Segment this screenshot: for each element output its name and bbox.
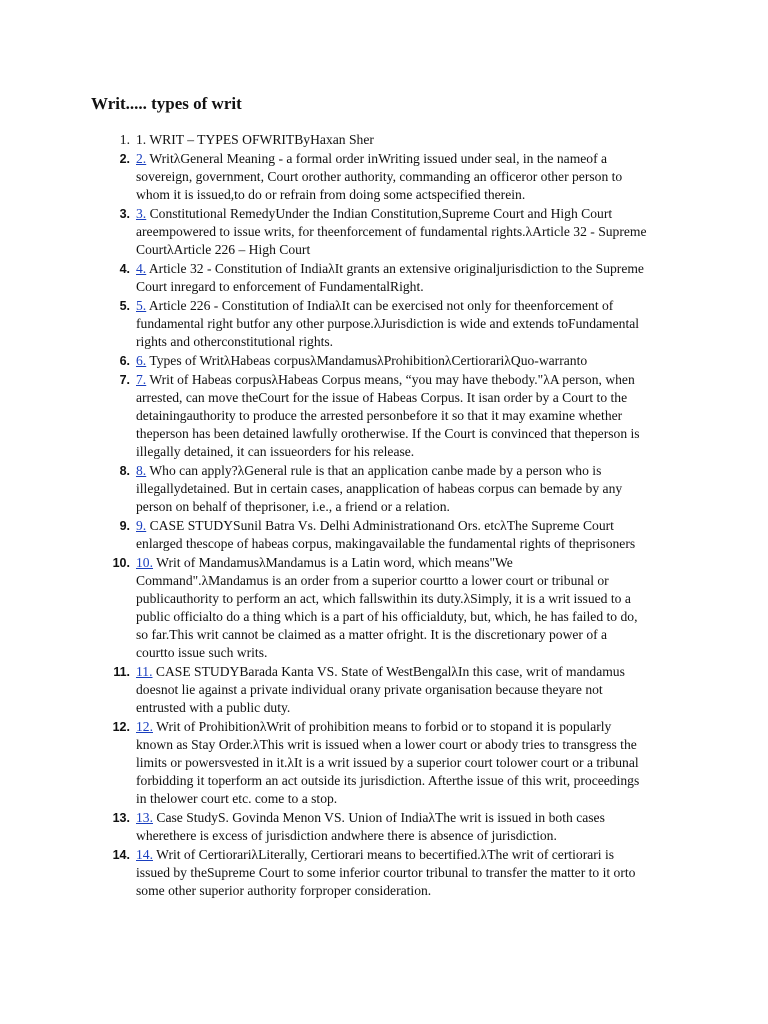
slide-link[interactable]: 13. <box>136 810 153 825</box>
list-item <box>0 663 648 717</box>
slide-link[interactable]: 14. <box>136 847 153 862</box>
slide-link[interactable]: 2. <box>136 151 147 166</box>
slide-link[interactable]: 5. <box>136 298 147 313</box>
list-item-text: Writ of ProhibitionλWrit of prohibition means to forbid or to stopand it is popularly known as Stay Order.λThis writ is issued when a lower court or abody tries to transgress the limits or powersvested in it.λIt is a writ issued by a superior court tolower court or a tribunal forbidding it toperform an act outside its jurisdiction. Afterthe issue of this writ, proceedings in thelower court etc. come to a stop. <box>136 719 640 806</box>
list-item-number: 10. <box>112 556 130 570</box>
list-item-text: Writ of Habeas corpusλHabeas Corpus means, “you may have thebody."λA person, when arrested, can move theCourt for the issue of Habeas Corpus. It isan order by a Court to the detainingauthority to produce the arrested personbefore it so that it may examine whether theperson has been detained lawfully orotherwise. If the Court is convinced that theperson is illegally detained, it can issueorders for his release. <box>136 372 640 459</box>
list-item-number: 13. <box>112 811 130 825</box>
slide-link[interactable]: 7. <box>136 372 147 387</box>
list-item <box>0 809 648 845</box>
list-item <box>0 352 648 370</box>
list-item-number: 12. <box>112 720 130 734</box>
list-item-text: Who can apply?λGeneral rule is that an application canbe made by a person who is illegallydetained. But in certain cases, anapplication of habeas corpus can bemade by any person on behalf of theprisoner, i.e., a friend or a relation. <box>136 463 623 514</box>
list-item-text: Case StudyS. Govinda Menon VS. Union of IndiaλThe writ is issued in both cases wherethere is excess of jurisdiction andwhere there is absence of jurisdiction. <box>136 810 605 843</box>
list-item <box>0 260 648 296</box>
list-item-text: Article 32 - Constitution of IndiaλIt grants an extensive originaljurisdiction to the Supreme Court inregard to enforcement of FundamentalRight. <box>136 261 644 294</box>
list-item <box>0 205 648 259</box>
slide-link[interactable]: 6. <box>136 353 147 368</box>
list-item-number: 3. <box>119 207 130 221</box>
list-item-text: CASE STUDYSunil Batra Vs. Delhi Administrationand Ors. etcλThe Supreme Court enlarged thescope of habeas corpus, makingavailable the fundamental rights of theprisoners <box>136 518 636 551</box>
list-item-number: 5. <box>119 299 130 313</box>
document-title: Writ..... types of writ <box>91 94 242 113</box>
list-item-text: Writ of MandamusλMandamus is a Latin word, which means"We Command".λMandamus is an order from a superior courtto a lower court or tribunal or publicauthority to perform an act, which fallswithin its duty.λSimply, it is a writ issued to a public officialto do a thing which is a part of his officialduty, but, which, he has failed to do, so far.This writ cannot be claimed as a matter ofright. It is the discretionary power of a courtto issue such writs. <box>136 555 638 660</box>
list-item <box>0 297 648 351</box>
slide-link[interactable]: 12. <box>136 719 153 734</box>
list-item-number: 6. <box>119 354 130 368</box>
list-item-number: 7. <box>119 373 130 387</box>
list-item <box>0 131 648 149</box>
list-item-text: Constitutional RemedyUnder the Indian Constitution,Supreme Court and High Court areempowered to issue writs, for theenforcement of fundamental rights.λArticle 32 - Supreme CourtλArticle 226 – High Court <box>136 206 647 257</box>
list-item-number: 14. <box>112 848 130 862</box>
list-item-number: 2. <box>119 152 130 166</box>
list-item-text: Writ of CertiorariλLiterally, Certiorari means to becertified.λThe writ of certiorari is issued by theSupreme Court to some inferior courtor tribunal to transfer the matter to it orto some other superior authority forproper consideration. <box>136 847 636 898</box>
slide-link[interactable]: 3. <box>136 206 147 221</box>
list-item <box>0 517 648 553</box>
list-item <box>0 554 648 662</box>
list-item-number: 11. <box>113 665 130 679</box>
list-item-number: 4. <box>119 262 130 276</box>
list-item <box>0 150 648 204</box>
slide-link[interactable]: 9. <box>136 518 147 533</box>
slide-link[interactable]: 11. <box>136 664 153 679</box>
slide-link[interactable]: 4. <box>136 261 147 276</box>
list-item-text: CASE STUDYBarada Kanta VS. State of WestBengalλIn this case, writ of mandamus doesnot lie against a private individual orany private organisation because theyare not entrusted with a public duty. <box>136 664 625 715</box>
list-item-number: 1. <box>119 132 130 147</box>
list-item-number: 9. <box>119 519 130 533</box>
list-item-text: Types of WritλHabeas corpusλMandamusλProhibitionλCertiorariλQuo-warranto <box>146 353 588 368</box>
slide-link[interactable]: 10. <box>136 555 153 570</box>
list-item-number: 8. <box>119 464 130 478</box>
list-item <box>0 718 648 808</box>
writ-list <box>0 131 768 901</box>
list-item-text: Article 226 - Constitution of IndiaλIt can be exercised not only for theenforcement of fundamental right butfor any other purpose.λJurisdiction is wide and extends toFundamental rights and otherconstitutional rights. <box>136 298 640 349</box>
list-item <box>0 846 648 900</box>
list-item <box>0 371 648 461</box>
slide-link[interactable]: 8. <box>136 463 147 478</box>
list-item <box>0 462 648 516</box>
list-item-text: 1. WRIT – TYPES OFWRITByHaxan Sher <box>136 132 374 147</box>
list-item-text: WritλGeneral Meaning - a formal order inWriting issued under seal, in the nameof a sovereign, government, Court orother authority, commanding an officeror other person to whom it is issued,to do or refrain from doing some actspecified therein. <box>136 151 623 202</box>
